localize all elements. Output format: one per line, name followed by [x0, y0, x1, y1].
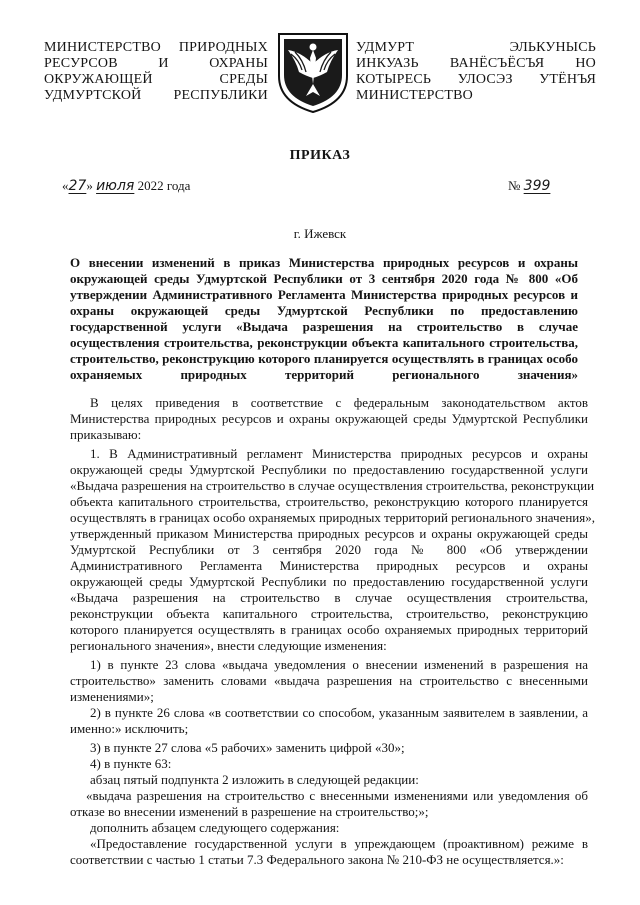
- heading-line: охраняемых природных территорий регионального значения»: [70, 367, 578, 382]
- body-paragraph: [70, 756, 588, 772]
- body-line: объекта капитального строительства, строительство, реконструкцию которого планируется: [70, 494, 588, 509]
- body-line: Удмуртской Республики от 3 сентября 2020 года № 800 «Об утверждении: [70, 542, 588, 557]
- body-line: 1. В Административный регламент Министерства природных ресурсов и охраны: [90, 446, 588, 461]
- body-paragraph: [70, 788, 588, 820]
- heading-line: утверждении Административного Регламента Министерства природных ресурсов и: [70, 287, 578, 302]
- body-line: окружающей среды Удмуртской Республики по предоставлению государственной услуги: [70, 574, 588, 589]
- body-line: изменениями»;: [70, 689, 154, 704]
- body-line: осуществлять в границах особо охраняемых природных территорий регионального значения»,: [70, 510, 595, 525]
- body-line: 3) в пункте 27 слова «5 рабочих» заменить цифрой «30»;: [90, 740, 405, 755]
- body-line: соответствии с частью 1 статьи 7.3 Федерального закона № 210-ФЗ не осуществляется.»:: [70, 852, 564, 867]
- date-year: 2022 года: [134, 178, 191, 193]
- body-line: именно:» исключить;: [70, 721, 189, 736]
- heading-line: государственной услуги «Выдача разрешения на строительство в случае: [70, 319, 578, 334]
- body-line: Административного Регламента Министерства природных ресурсов и охраны: [70, 558, 588, 573]
- body-line: «Предоставление государственной услуги в упреждающем (проактивном) режиме в: [90, 836, 588, 851]
- ministry-name-line: ИНКУАЗЬ ВАНЁСЪЁСЪЯ НО: [356, 56, 596, 71]
- ministry-name-line: КОТЫРЕСЬ УЛОСЭЗ УТЁНЪЯ: [356, 72, 596, 87]
- ministry-name-line: УДМУРТСКОЙ РЕСПУБЛИКИ: [44, 88, 268, 103]
- body-line: которого планируется осуществлять в границах особо охраняемых природных территорий: [70, 622, 588, 637]
- order-body: [70, 395, 595, 868]
- body-paragraph: [70, 657, 588, 705]
- body-paragraph: [70, 740, 588, 756]
- date-quote-close: »: [86, 178, 97, 193]
- udmurt-emblem-bird-icon: [275, 30, 351, 114]
- order-date: [62, 178, 190, 194]
- body-line: «Выдача разрешения на строительство в случае осуществления строительства, реконструкции: [70, 478, 595, 493]
- body-paragraph: [70, 446, 595, 654]
- handwritten-number: 399: [523, 178, 551, 194]
- heading-line: строительство, реконструкцию которого планируется осуществлять в границах особо: [70, 351, 578, 366]
- body-paragraph: [70, 395, 588, 443]
- body-line: дополнить абзацем следующего содержания:: [90, 820, 340, 835]
- body-paragraph: [70, 705, 588, 737]
- ministry-name-russian: [44, 40, 268, 104]
- order-subject-heading: [70, 255, 578, 383]
- ministry-name-line: МИНИСТЕРСТВО: [356, 88, 473, 103]
- heading-line: окружающей среды Удмуртской Республики от 3 сентября 2020 года № 800 «Об: [70, 271, 578, 286]
- body-line: регионального значения», внести следующие изменения:: [70, 638, 387, 653]
- number-prefix: №: [508, 178, 524, 193]
- body-line: утвержденный приказом Министерства природных ресурсов и охраны окружающей среды: [70, 526, 588, 541]
- ministry-name-line: ОКРУЖАЮЩЕЙ СРЕДЫ: [44, 72, 268, 87]
- handwritten-month: июля: [96, 178, 135, 194]
- body-paragraph: [70, 820, 588, 836]
- date-quote-open: «: [62, 178, 69, 193]
- body-line: окружающей среды Удмуртской Республики по предоставлению государственной услуги: [70, 462, 588, 477]
- city-name: г. Ижевск: [293, 226, 347, 241]
- body-line: 1) в пункте 23 слова «выдача уведомления о внесении изменений в разрешения на: [90, 657, 588, 672]
- handwritten-day: 27: [68, 178, 87, 194]
- body-paragraph: [70, 836, 588, 868]
- body-line: В целях приведения в соответствие с федеральным законодательством актов: [90, 395, 588, 410]
- body-line: 2) в пункте 26 слова «в соответствии со способом, указанным заявителем в заявлении, а: [90, 705, 588, 720]
- body-line: реконструкции объекта капитального строительства, строительство, реконструкцию: [70, 606, 588, 621]
- body-line: строительство» заменить словами «выдача разрешения на строительство с внесенными: [70, 673, 588, 688]
- heading-line: охраны окружающей среды Удмуртской Республики по предоставлению: [70, 303, 578, 318]
- body-line: 4) в пункте 63:: [90, 756, 172, 771]
- ministry-name-line: МИНИСТЕРСТВО ПРИРОДНЫХ: [44, 40, 268, 55]
- order-title: ПРИКАЗ: [289, 148, 351, 163]
- body-line: Министерства природных ресурсов и охраны окружающей среды Удмуртской Республики: [70, 411, 588, 426]
- ministry-name-line: РЕСУРСОВ И ОХРАНЫ: [44, 56, 268, 71]
- body-line: «выдача разрешения на строительство с внесенными изменениями или уведомления об: [86, 788, 588, 803]
- body-line: абзац пятый подпункта 2 изложить в следующей редакции:: [90, 772, 419, 787]
- ministry-name-udmurt: [356, 40, 596, 104]
- body-line: отказе во внесении изменений в разрешение на строительство;»;: [70, 804, 429, 819]
- order-number: [508, 178, 550, 194]
- ministry-name-line: УДМУРТ ЭЛЬКУНЫСЬ: [356, 40, 596, 55]
- body-paragraph: [70, 772, 588, 788]
- body-line: «Выдача разрешения на строительство в случае осуществления строительства,: [70, 590, 588, 605]
- heading-line: осуществления строительства, реконструкции объекта капитального строительства,: [70, 335, 578, 350]
- heading-line: О внесении изменений в приказ Министерства природных ресурсов и охраны: [70, 255, 578, 270]
- body-line: приказываю:: [70, 427, 142, 442]
